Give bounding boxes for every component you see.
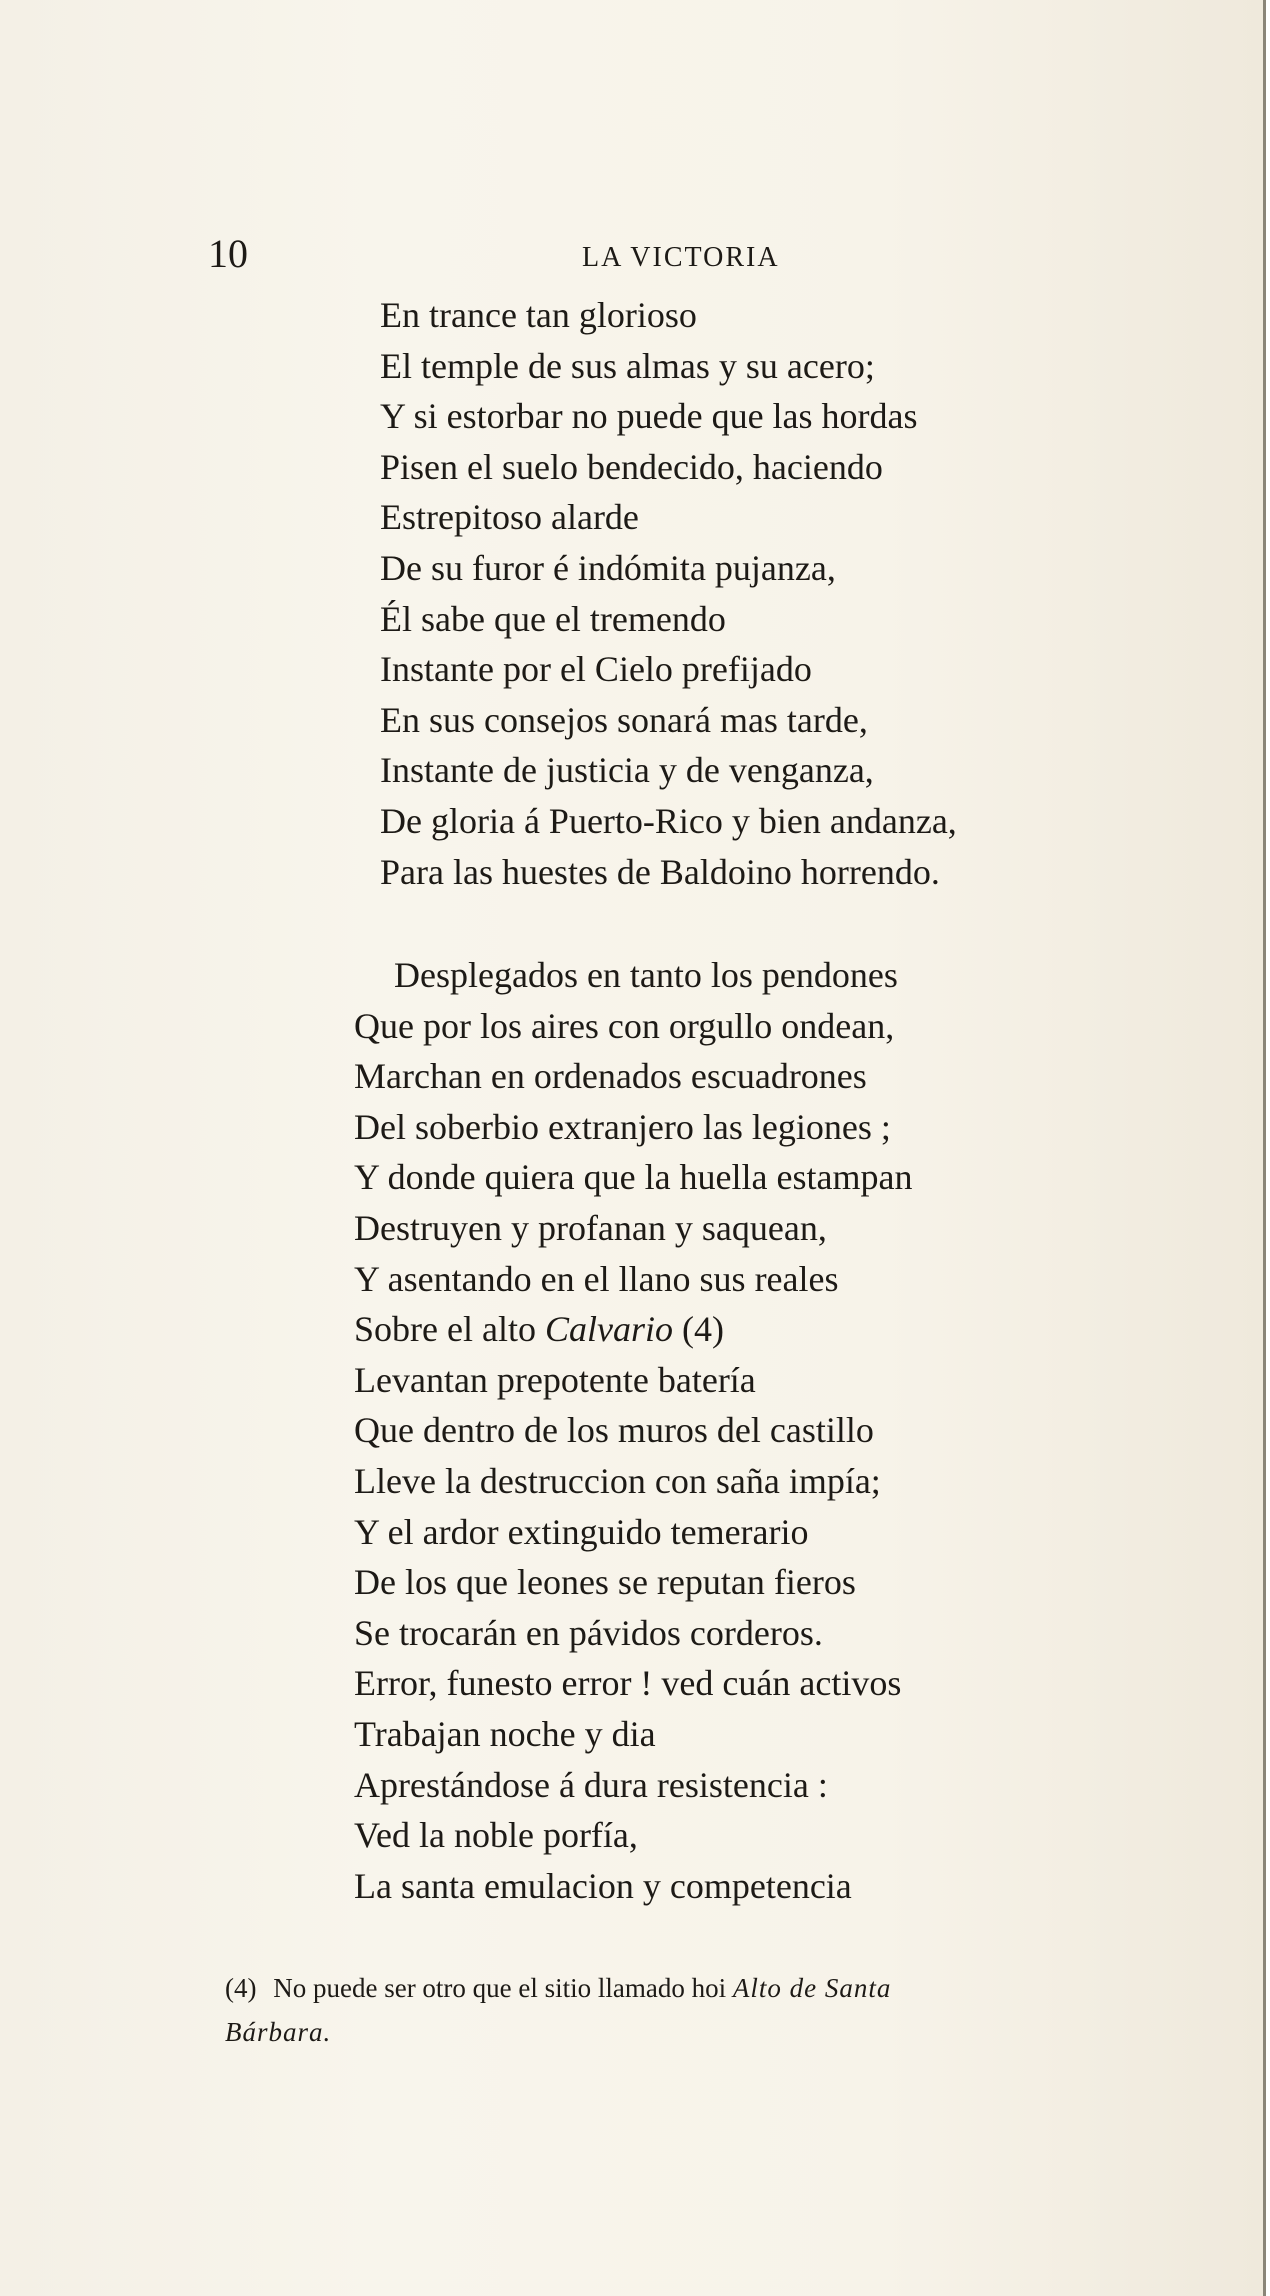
footnote-place: Alto de Santa: [732, 1973, 892, 2003]
verse-line: En sus consejos sonará mas tarde,: [380, 699, 868, 740]
stanza-2: [354, 950, 912, 1911]
verse-line: Error, funesto error ! ved cuán activos: [354, 1663, 902, 1704]
verse-line: Instante por el Cielo prefijado: [380, 649, 812, 690]
verse-line: Pisen el suelo bendecido, haciendo: [380, 446, 883, 487]
verse-line: Y el ardor extinguido temerario: [354, 1511, 809, 1552]
verse-line: Ved la noble porfía,: [354, 1815, 638, 1856]
verse-line: De gloria á Puerto-Rico y bien andanza,: [380, 800, 957, 841]
verse-line: De su furor é indómita pujanza,: [380, 547, 836, 588]
verse-line: Y asentando en el llano sus reales: [354, 1258, 839, 1299]
verse-text: Sobre el alto: [354, 1309, 536, 1350]
verse-line: Instante de justicia y de venganza,: [380, 750, 874, 791]
verse-line: Aprestándose á dura resistencia :: [354, 1764, 828, 1805]
verse-line: Desplegados en tanto los pendones: [394, 955, 898, 995]
place-name: Calvario: [544, 1309, 673, 1350]
footnote-reference[interactable]: (4): [681, 1309, 724, 1350]
verse-line: Estrepitoso alarde: [380, 497, 639, 538]
verse-line: Levantan prepotente batería: [354, 1359, 756, 1400]
verse-line: El temple de sus almas y su acero;: [380, 345, 875, 386]
verse-line: Lleve la destruccion con saña impía;: [354, 1460, 881, 1501]
footnote-number: (4): [225, 1973, 257, 2003]
footnote-place-continuation: Bárbara.: [225, 2017, 332, 2047]
footnote: [225, 1966, 1235, 2054]
verse-line: Y donde quiera que la huella estampan: [354, 1157, 913, 1198]
verse-line: En trance tan glorioso: [380, 295, 697, 335]
verse-line: Él sabe que el tremendo: [380, 598, 726, 639]
stanza-1: [340, 290, 957, 897]
verse-line-calvario: [354, 1304, 912, 1355]
verse-line: Se trocarán en pávidos corderos.: [354, 1612, 823, 1653]
verse-line: Que por los aires con orgullo ondean,: [354, 1005, 895, 1046]
verse-line: Que dentro de los muros del castillo: [354, 1410, 874, 1451]
verse-line: Trabajan noche y dia: [354, 1713, 656, 1754]
verse-line: Y si estorbar no puede que las hordas: [380, 396, 918, 437]
verse-line: Para las huestes de Baldoino horrendo.: [380, 851, 940, 892]
verse-line: Destruyen y profanan y saquean,: [354, 1207, 827, 1248]
verse-line: De los que leones se reputan fieros: [354, 1562, 856, 1603]
footnote-text: No puede ser otro que el sitio llamado hoi: [273, 1973, 727, 2003]
running-head: LA VICTORIA: [582, 242, 780, 273]
verse-line: Marchan en ordenados escuadrones: [354, 1056, 867, 1097]
page-number: 10: [208, 231, 248, 276]
verse-line: Del soberbio extranjero las legiones ;: [354, 1106, 891, 1147]
verse-line: La santa emulacion y competencia: [354, 1865, 852, 1906]
